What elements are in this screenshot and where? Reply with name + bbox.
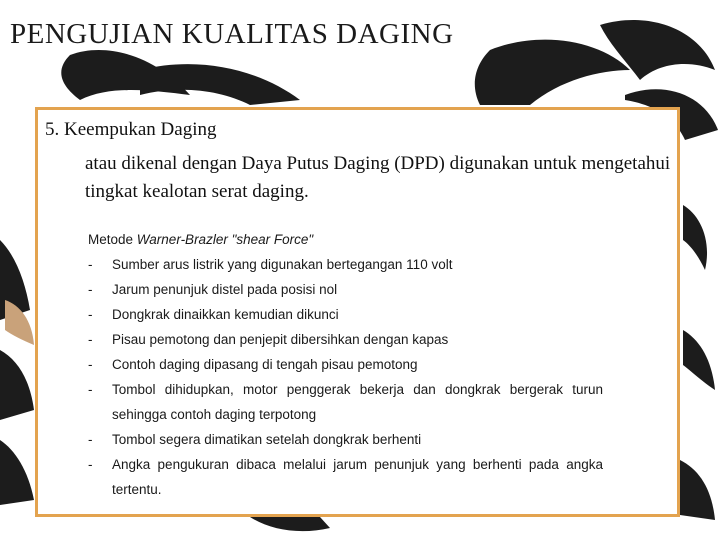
step-text: Angka pengukuran dibaca melalui jarum penunjuk yang berhenti pada angka tertentu. (112, 457, 603, 497)
section-heading: 5. Keempukan Daging (45, 119, 217, 140)
content-frame (35, 107, 680, 517)
bullet-dash: - (88, 332, 93, 347)
bullet-dash: - (88, 257, 93, 272)
bullet-dash: - (88, 382, 93, 397)
bullet-dash: - (88, 357, 93, 372)
bullet-dash: - (88, 432, 93, 447)
step-text: Dongkrak dinaikkan kemudian dikunci (112, 307, 339, 322)
list-item (88, 327, 603, 352)
list-item (88, 302, 603, 327)
method-steps-list (88, 252, 603, 502)
list-item (88, 252, 603, 277)
bullet-dash: - (88, 282, 93, 297)
method-scan-block (88, 227, 603, 502)
list-item (88, 277, 603, 302)
list-item (88, 452, 603, 502)
method-title-prefix: Metode (88, 232, 134, 247)
method-title (88, 227, 603, 252)
step-text: Tombol dihidupkan, motor penggerak bekerja dan dongkrak bergerak turun sehingga contoh daging terpotong (112, 382, 603, 422)
slide-title: PENGUJIAN KUALITAS DAGING (10, 18, 454, 50)
step-text: Contoh daging dipasang di tengah pisau pemotong (112, 357, 418, 372)
section-intro: atau dikenal dengan Daya Putus Daging (DPD) digunakan untuk mengetahui tingkat kealotan serat daging. (85, 153, 671, 202)
method-title-name: Warner-Brazler "shear Force" (136, 232, 314, 247)
step-text: Pisau pemotong dan penjepit dibersihkan dengan kapas (112, 332, 449, 347)
list-item (88, 427, 603, 452)
step-text: Tombol segera dimatikan setelah dongkrak berhenti (112, 432, 422, 447)
bullet-dash: - (88, 457, 93, 472)
step-text: Jarum penunjuk distel pada posisi nol (112, 282, 338, 297)
list-item (88, 352, 603, 377)
step-text: Sumber arus listrik yang digunakan bertegangan 110 volt (112, 257, 453, 272)
bullet-dash: - (88, 307, 93, 322)
list-item (88, 377, 603, 427)
